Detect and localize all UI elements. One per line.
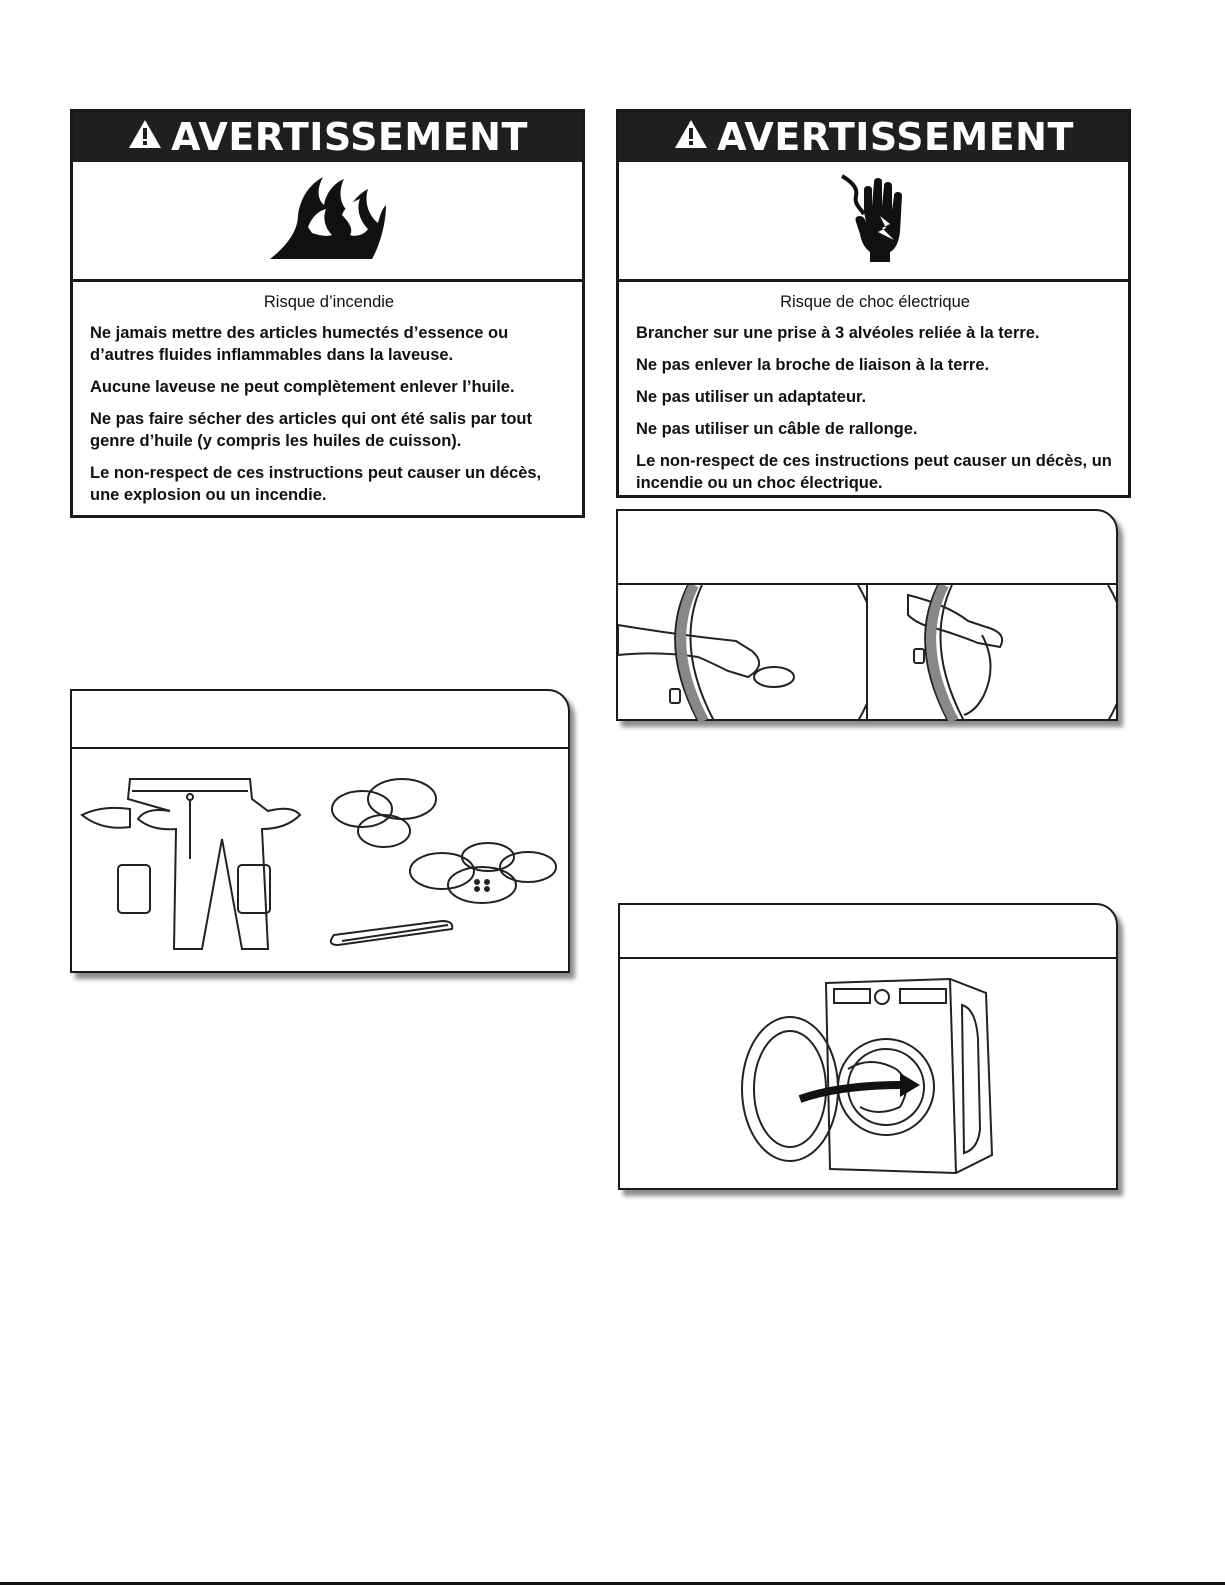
warning-triangle-icon [673,115,709,159]
pants-icon [82,779,300,949]
coins-icon [332,779,436,847]
door-seal-cleaning-illustration-panel [616,509,1118,721]
warning-triangle-icon [127,115,163,159]
empty-pockets-illustration-panel [70,689,570,973]
panel-title-band [618,511,1116,585]
warning-line: Ne jamais mettre des articles humectés d’essence ou d’autres fluides inflammables dans la laveuse. [90,324,509,364]
electric-shock-hazard-icon [834,172,914,269]
warning-header-text: AVERTISSEMENT [171,115,528,159]
warning-line: Ne pas faire sécher des articles qui ont été salis par tout genre d’huile (y compris les huiles de cuisson). [90,410,532,450]
warning-line: Ne pas utiliser un adaptateur. [636,388,867,406]
warning-body [619,282,1128,510]
front-load-washer-illustration [620,959,1116,1189]
fire-hazard-icon [268,175,388,266]
fire-icon-row [73,162,582,282]
safety-pins-icon [331,921,452,945]
warning-subtitle: Risque d’incendie [263,293,395,311]
fire-warning-box [70,109,585,518]
warning-line: Aucune laveuse ne peut complètement enlever l’huile. [90,378,515,396]
warning-subtitle: Risque de choc électrique [780,293,970,311]
pants-coins-buttons-illustration [72,749,568,971]
warning-line: Ne pas enlever la broche de liaison à la terre. [636,356,990,374]
hand-cleaning-seal-illustration [618,585,868,721]
wiping-seal-with-cloth-illustration [868,585,1116,721]
warning-header [73,112,582,162]
panel-title-band [620,905,1116,959]
load-washer-illustration-panel [618,903,1118,1190]
door-seal-images-row [618,585,1116,721]
panel-title-band [72,691,568,749]
buttons-icon [410,843,556,903]
shock-warning-box [616,109,1131,498]
shock-icon-row [619,162,1128,282]
warning-header [619,112,1128,162]
warning-header-text: AVERTISSEMENT [717,115,1074,159]
warning-line: Le non-respect de ces instructions peut causer un décès, une explosion ou un incendie. [90,464,542,504]
warning-line: Ne pas utiliser un câble de rallonge. [636,420,918,438]
warning-line: Le non-respect de ces instructions peut causer un décès, un incendie ou un choc électrique. [636,452,1112,492]
warning-line: Brancher sur une prise à 3 alvéoles reliée à la terre. [636,324,1040,342]
warning-body [73,282,582,522]
